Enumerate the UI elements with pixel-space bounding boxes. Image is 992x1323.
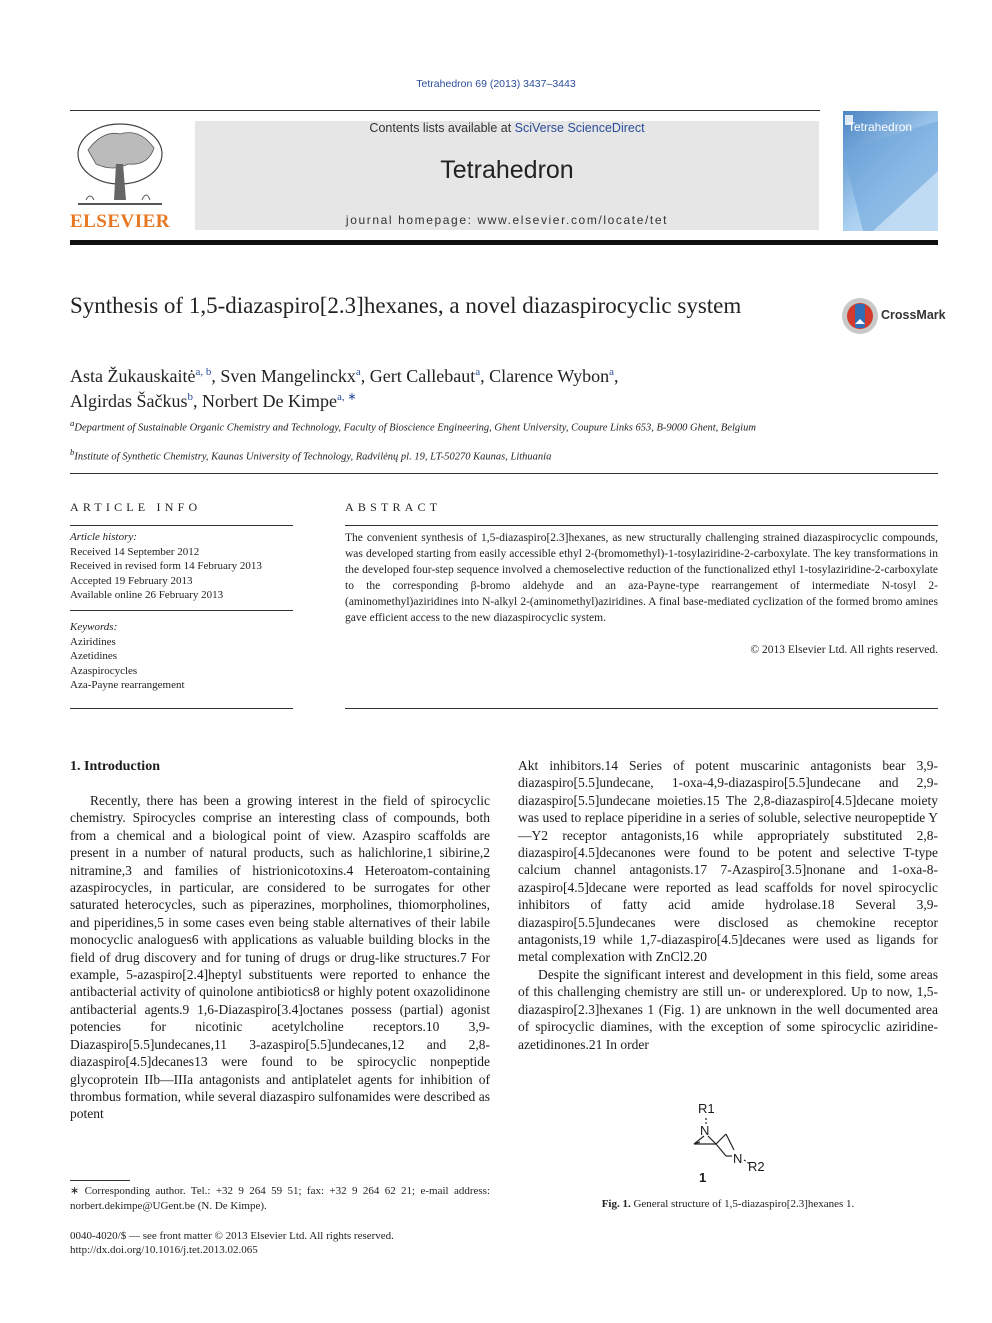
affiliation-rule [70, 473, 938, 474]
r1-label: R1 [698, 1101, 715, 1116]
sciencedirect-link[interactable]: SciVerse ScienceDirect [514, 121, 645, 135]
author-list [70, 362, 810, 412]
article-info-heading: ARTICLE INFO [70, 500, 202, 514]
history-accepted: Accepted 19 February 2013 [70, 574, 193, 587]
author: Clarence Wybon$^a$, [489, 366, 619, 386]
intro-left-column [70, 792, 490, 1123]
keyword: Aziridines [70, 635, 116, 648]
n1-label: N [700, 1123, 710, 1138]
footnote-rule [70, 1180, 130, 1181]
abstract-rule [345, 525, 938, 526]
author: Sven Mangelinckx$^a$, [220, 366, 370, 386]
figure-1-structure [680, 1098, 780, 1190]
intro-paragraph: Despite the significant interest and development in this field, some areas of this challenging chemistry are still un- or underexplored. Up to now, 1,5-diazaspiro[2.3]hexanes 1 (Fig. 1) are unknown in the well documented area of spirocyclic diamines, with the exception of some spirocyclic aziridine-azetidinones.21 In order [518, 966, 938, 1052]
r2-label: R2 [748, 1159, 765, 1174]
history-online: Available online 26 February 2013 [70, 589, 224, 601]
author: Gert Callebaut$^a$, [369, 366, 490, 386]
crossmark-label: CrossMark [881, 308, 946, 322]
journal-title: Tetrahedron [440, 156, 574, 184]
author: Norbert De Kimpe$^{a, ∗}$ [201, 391, 357, 411]
keywords [70, 620, 295, 693]
abstract-bottom-rule [345, 708, 938, 709]
doi-link[interactable]: http://dx.doi.org/10.1016/j.tet.2013.02.065 [70, 1244, 258, 1256]
header-thick-rule [70, 240, 938, 245]
abstract-text: The convenient synthesis of 1,5-diazaspiro[2.3]hexanes, as new structurally challenging strained diazaspirocyclic compounds, was developed starting from easily accessible ethyl 2-(bromomethyl)-1-tosylaziridine-2-carboxylate. The key transformations in the developed four-step sequence involved a chemoselective reduction of the functionalized ethyl 1-tosylaziridine-2-carboxylate to the corresponding β-bromo aldehyde and an aza-Payne-type rearrangement of intermediate N-tosyl 2-(aminomethyl)aziridines into N-alkyl 2-(aminomethyl)aziridines. A final base-mediated cyclization of the formed bromo amines gave efficient access to the new diazaspirocyclic system. [345, 532, 938, 624]
affiliation-a: $^a$Department of Sustainable Organic Chemistry and Technology, Faculty of Bioscience Engineering, Ghent University, Coupure Links 653, B-9000 Ghent, Belgium [70, 418, 756, 434]
affiliation-b: $^b$Institute of Synthetic Chemistry, Kaunas University of Technology, Radvilėnų pl. 19, LT-50270 Kaunas, Lithuania [70, 447, 552, 463]
keyword: Azaspirocycles [70, 664, 138, 677]
n2-label: N [733, 1151, 743, 1166]
history-revised: Received in revised form 14 February 2013 [70, 560, 262, 572]
crossmark-icon [840, 296, 880, 336]
elsevier-wordmark: ELSEVIER [69, 211, 171, 232]
compound-number: 1 [699, 1170, 707, 1185]
history-received: Received 14 September 2012 [70, 545, 200, 558]
header-rule [70, 110, 820, 111]
article-history [70, 530, 295, 603]
journal-reference[interactable]: Tetrahedron 69 (2013) 3437–3443 [416, 78, 576, 90]
abstract-copyright: © 2013 Elsevier Ltd. All rights reserved. [750, 644, 938, 656]
contents-prefix: Contents lists available at [369, 121, 515, 135]
journal-homepage[interactable]: journal homepage: www.elsevier.com/locate/tet [345, 213, 669, 227]
abstract-heading: ABSTRACT [345, 500, 442, 514]
author: Asta Žukauskaitė$^{a, b}$, [70, 366, 221, 386]
contents-line [195, 121, 819, 135]
article-info-bottom-rule [70, 708, 293, 709]
article-title: Synthesis of 1,5-diazaspiro[2.3]hexanes, a novel diazaspirocyclic system [70, 293, 742, 318]
section-heading-introduction: 1. Introduction [70, 759, 160, 774]
intro-paragraph: Akt inhibitors.14 Series of potent muscarinic antagonists bear 3,9-diazaspiro[5.5]undecane, 1-oxa-4,9-diazaspiro[5.5]undecane and 2,9-diazaspiro[5.5]undecane moieties.15 The 2,8-diazaspiro[4.5]decane moiety was used to replace piperidine in a series of soluble, selective neuropeptide Y—Y2 receptor antagonists,16 while appropriately substituted 2,8-diazaspiro[4.5]decanones were found to be potent and selective T-type calcium channel antagonists.17 7-Azaspiro[3.5]nonane and 1-oxa-8-azaspiro[4.5]decane were reported as lead scaffolds for novel spirocyclic inhibitors of fatty acid amide hydrolase.18 Several 3,9-diazaspiro[5.5]undecanes were disclosed as chemokine receptor antagonists,19 while 1,7-diazaspiro[4.5]decanes were used as ligands for metal complexation with ZnCl2.20 [518, 758, 938, 965]
cover-title: Tetrahedron [848, 120, 913, 134]
corresponding-author-footnote: ∗ Corresponding author. Tel.: +32 9 264 59 51; fax: +32 9 264 62 21; e-mail address: norbert.dekimpe@UGent.be (N. De Kimpe). [70, 1185, 490, 1212]
crossmark-badge[interactable] [840, 296, 946, 336]
intro-paragraph: Recently, there has been a growing interest in the field of spirocyclic chemistry. Spirocycles comprise an interesting class of compounds, both from a chemical and a biological point of view. Azaspiro scaffolds are present in a number of natural products, such as halichlorine,1 sibirine,2 nitramine,3 and families of histrionicotoxins.4 Heteroatom-containing azaspirocycles, in particular, are considered to be surrogates for other saturated heterocycles, such as piperazines, morpholines, thiomorpholines, and piperidines,5 in some cases even being stable alternatives of their labile monocyclic analogues6 with applications as valuable building blocks in the field of drug discovery and for tuning of drugs or drug-like structures.7 For example, 5-azaspiro[2.4]heptyl substituents were reported to enhance the antibacterial activity of quinolone antibiotics8 or highly potent oxazolidinone antibacterial agents.9 1,6-Diazaspiro[3.4]octanes possess (partial) agonist potencies for nicotinic acetylcholine receptors.10 3,9-Diazaspiro[5.5]undecanes,11 3-azaspiro[5.5]undecanes,12 and 2,8-diazaspiro[4.5]decanes13 were found to be spirocyclic nonpeptide glycoprotein IIb—IIIa antagonists and antiplatelet agents for inhibition of thrombus formation, while several diazaspiro sulfonamides were described as potent [70, 793, 490, 1122]
issn-line: 0040-4020/$ — see front matter © 2013 Elsevier Ltd. All rights reserved. [70, 1230, 394, 1242]
author: Algirdas Šačkus$^b$, [70, 391, 202, 411]
figure-label: Fig. 1. [601, 1198, 631, 1210]
figure-caption-text: General structure of 1,5-diazaspiro[2.3]hexanes 1. [630, 1198, 855, 1210]
keyword: Azetidines [70, 650, 118, 662]
figure-1-caption [518, 1198, 938, 1210]
keywords-rule [70, 610, 293, 611]
keyword: Aza-Payne rearrangement [70, 679, 185, 691]
keywords-label: Keywords: [70, 621, 118, 633]
article-info-rule [70, 525, 293, 526]
intro-right-column [518, 757, 938, 1053]
history-label: Article history: [70, 531, 137, 543]
